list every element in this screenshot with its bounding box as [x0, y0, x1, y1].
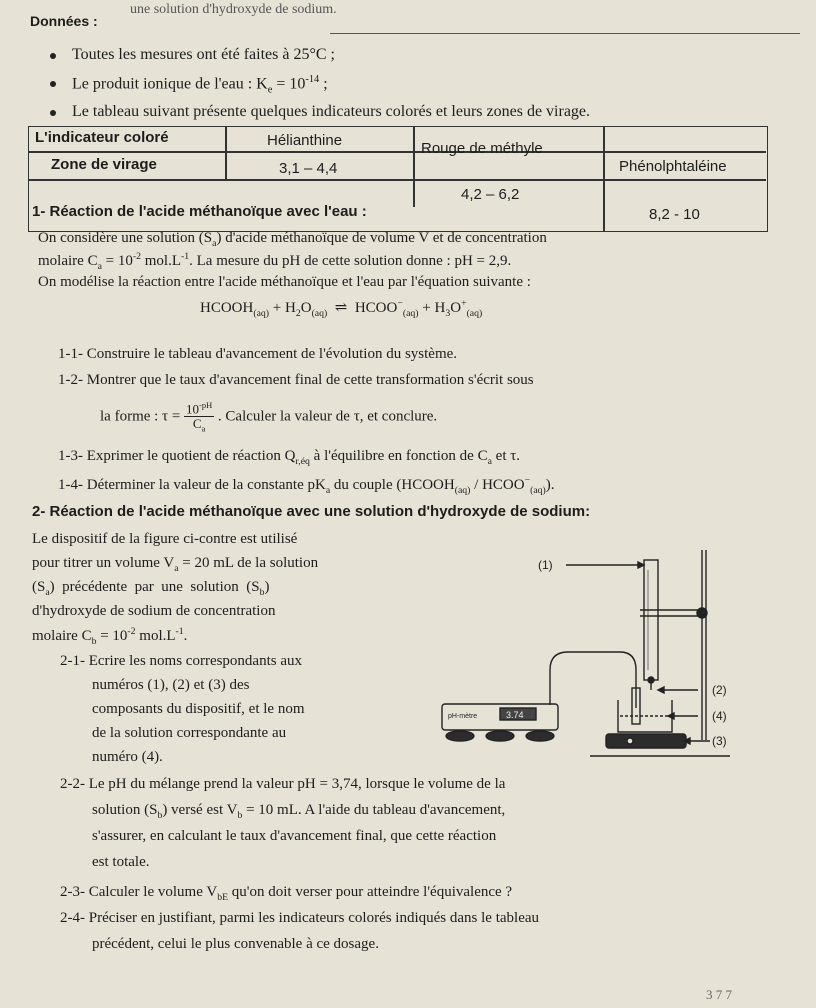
figure-label-1: (1): [538, 558, 553, 572]
table-rule-2: [29, 179, 766, 181]
table-header-label: L'indicateur coloré: [35, 129, 169, 146]
part2-line-5: molaire $C_b = 10^{-2}$ $mol.L^{-1}$.: [32, 626, 188, 647]
question-1-2: 1-2- Montrer que le taux d'avancement final de cette transformation s'écrit sous: [58, 372, 534, 388]
titration-setup-figure: [440, 540, 740, 780]
part2-line-1: Le dispositif de la figure ci-contre est utilisé: [32, 531, 298, 547]
figure-label-2: (2): [712, 683, 727, 697]
part1-heading: 1- Réaction de l'acide méthanoïque avec l'eau :: [32, 204, 371, 221]
question-1-2-formula: la forme : τ = $\frac{10^{-pH}}{C_a}$ . Calculer la valeur de τ, et conclure.: [100, 400, 438, 434]
bullet-temperature: Toutes les mesures ont été faites à 25°C ;: [72, 46, 335, 63]
part1-intro-3: On modélise la réaction entre l'acide méthanoïque et l'eau par l'équation suivante :: [38, 274, 531, 290]
question-2-4-line-1: 2-4- Préciser en justifiant, parmi les indicateurs colorés indiqués dans le tableau: [60, 910, 540, 926]
table-col-3: [603, 127, 605, 231]
question-2-1-line-1: 2-1- Ecrire les noms correspondants aux: [60, 653, 303, 669]
table-col-2: [413, 127, 415, 207]
question-2-1-line-2: numéros (1), (2) et (3) des: [92, 677, 250, 693]
ph-meter-label: pH-mètre: [448, 713, 478, 720]
header-fragment: une solution d'hydroxyde de sodium.: [130, 2, 337, 17]
indicator-name-rouge: Rouge de méthyle: [421, 140, 543, 157]
section-title-donnees: Données :: [30, 13, 98, 29]
question-2-1-line-4: de la solution correspondante au: [92, 725, 287, 741]
question-2-2-line-2: solution $(S_b)$ versé est $V_b = 10$ mL. A l'aide du tableau d'avancement,: [92, 802, 506, 821]
question-2-2-line-4: est totale.: [92, 854, 150, 870]
indicator-name-phenol: Phénolphtaléine: [619, 158, 727, 175]
part2-heading: 2- Réaction de l'acide méthanoïque avec une solution d'hydroxyde de sodium:: [32, 503, 591, 520]
indicator-name-helianthine: Hélianthine: [267, 132, 343, 149]
table-row-label: Zone de virage: [51, 156, 157, 173]
page-fragment: 3 7 7: [706, 987, 732, 1002]
bullet-table-intro: Le tableau suivant présente quelques indicateurs colorés et leurs zones de virage.: [72, 103, 591, 120]
question-2-2-line-1: 2-2- Le pH du mélange prend la valeur pH = 3,74, lorsque le volume de la: [60, 776, 506, 792]
question-2-1-line-3: composants du dispositif, et le nom: [92, 701, 305, 717]
figure-label-3: (3): [712, 734, 727, 748]
table-rule-1: [29, 151, 766, 153]
part2-line-3: $(S_a)$ précédente par une solution $(S_b)$: [32, 579, 270, 598]
part1-intro-2: molaire $C_a = 10^{-2}$ $mol.L^{-1}$. La mesure du pH de cette solution donne : pH = 2,9.: [38, 251, 512, 272]
range-phenol: 8,2 - 10: [649, 206, 700, 223]
table-col-1: [225, 127, 227, 179]
part2-line-2: pour titrer un volume $V_a = 20$ mL de la solution: [32, 555, 319, 574]
figure-label-4: (4): [712, 709, 727, 723]
range-helianthine: 3,1 – 4,4: [279, 160, 338, 177]
bullet-ionic-product: Le produit ionique de l'eau : $K_e = 10^{-14}$ ;: [72, 74, 328, 96]
part1-intro-1: On considère une solution $(S_a)$ d'acide méthanoïque de volume V et de concentration: [38, 230, 547, 249]
range-rouge: 4,2 – 6,2: [461, 186, 520, 203]
part2-line-4: d'hydroxyde de sodium de concentration: [32, 603, 276, 619]
question-2-3: 2-3- Calculer le volume $V_{bE}$ qu'on doit verser pour atteindre l'équivalence ?: [60, 884, 513, 903]
question-2-1-line-5: numéro (4).: [92, 749, 163, 765]
question-1-1: 1-1- Construire le tableau d'avancement de l'évolution du système.: [58, 346, 458, 362]
question-1-4: 1-4- Déterminer la valeur de la constante $pK_a$ du couple ($HCOOH_{(aq)}$ / $HCOO^-_{(aq)}$).: [58, 475, 555, 496]
header-rule: [330, 33, 800, 34]
question-2-2-line-3: s'assurer, en calculant le taux d'avancement final, que cette réaction: [92, 828, 497, 844]
ph-meter-display: 3.74: [506, 710, 524, 720]
question-1-3: 1-3- Exprimer le quotient de réaction $Q_{r,éq}$ à l'équilibre en fonction de $C_a$ et τ.: [58, 448, 521, 467]
reaction-equation: $HCOOH_{(aq)} + H_2O_{(aq)}$ ⇌ $HCOO^-_{(aq)} + H_3O^+_{(aq)}$: [200, 298, 483, 319]
question-2-4-line-2: précédent, celui le plus convenable à ce dosage.: [92, 936, 379, 952]
